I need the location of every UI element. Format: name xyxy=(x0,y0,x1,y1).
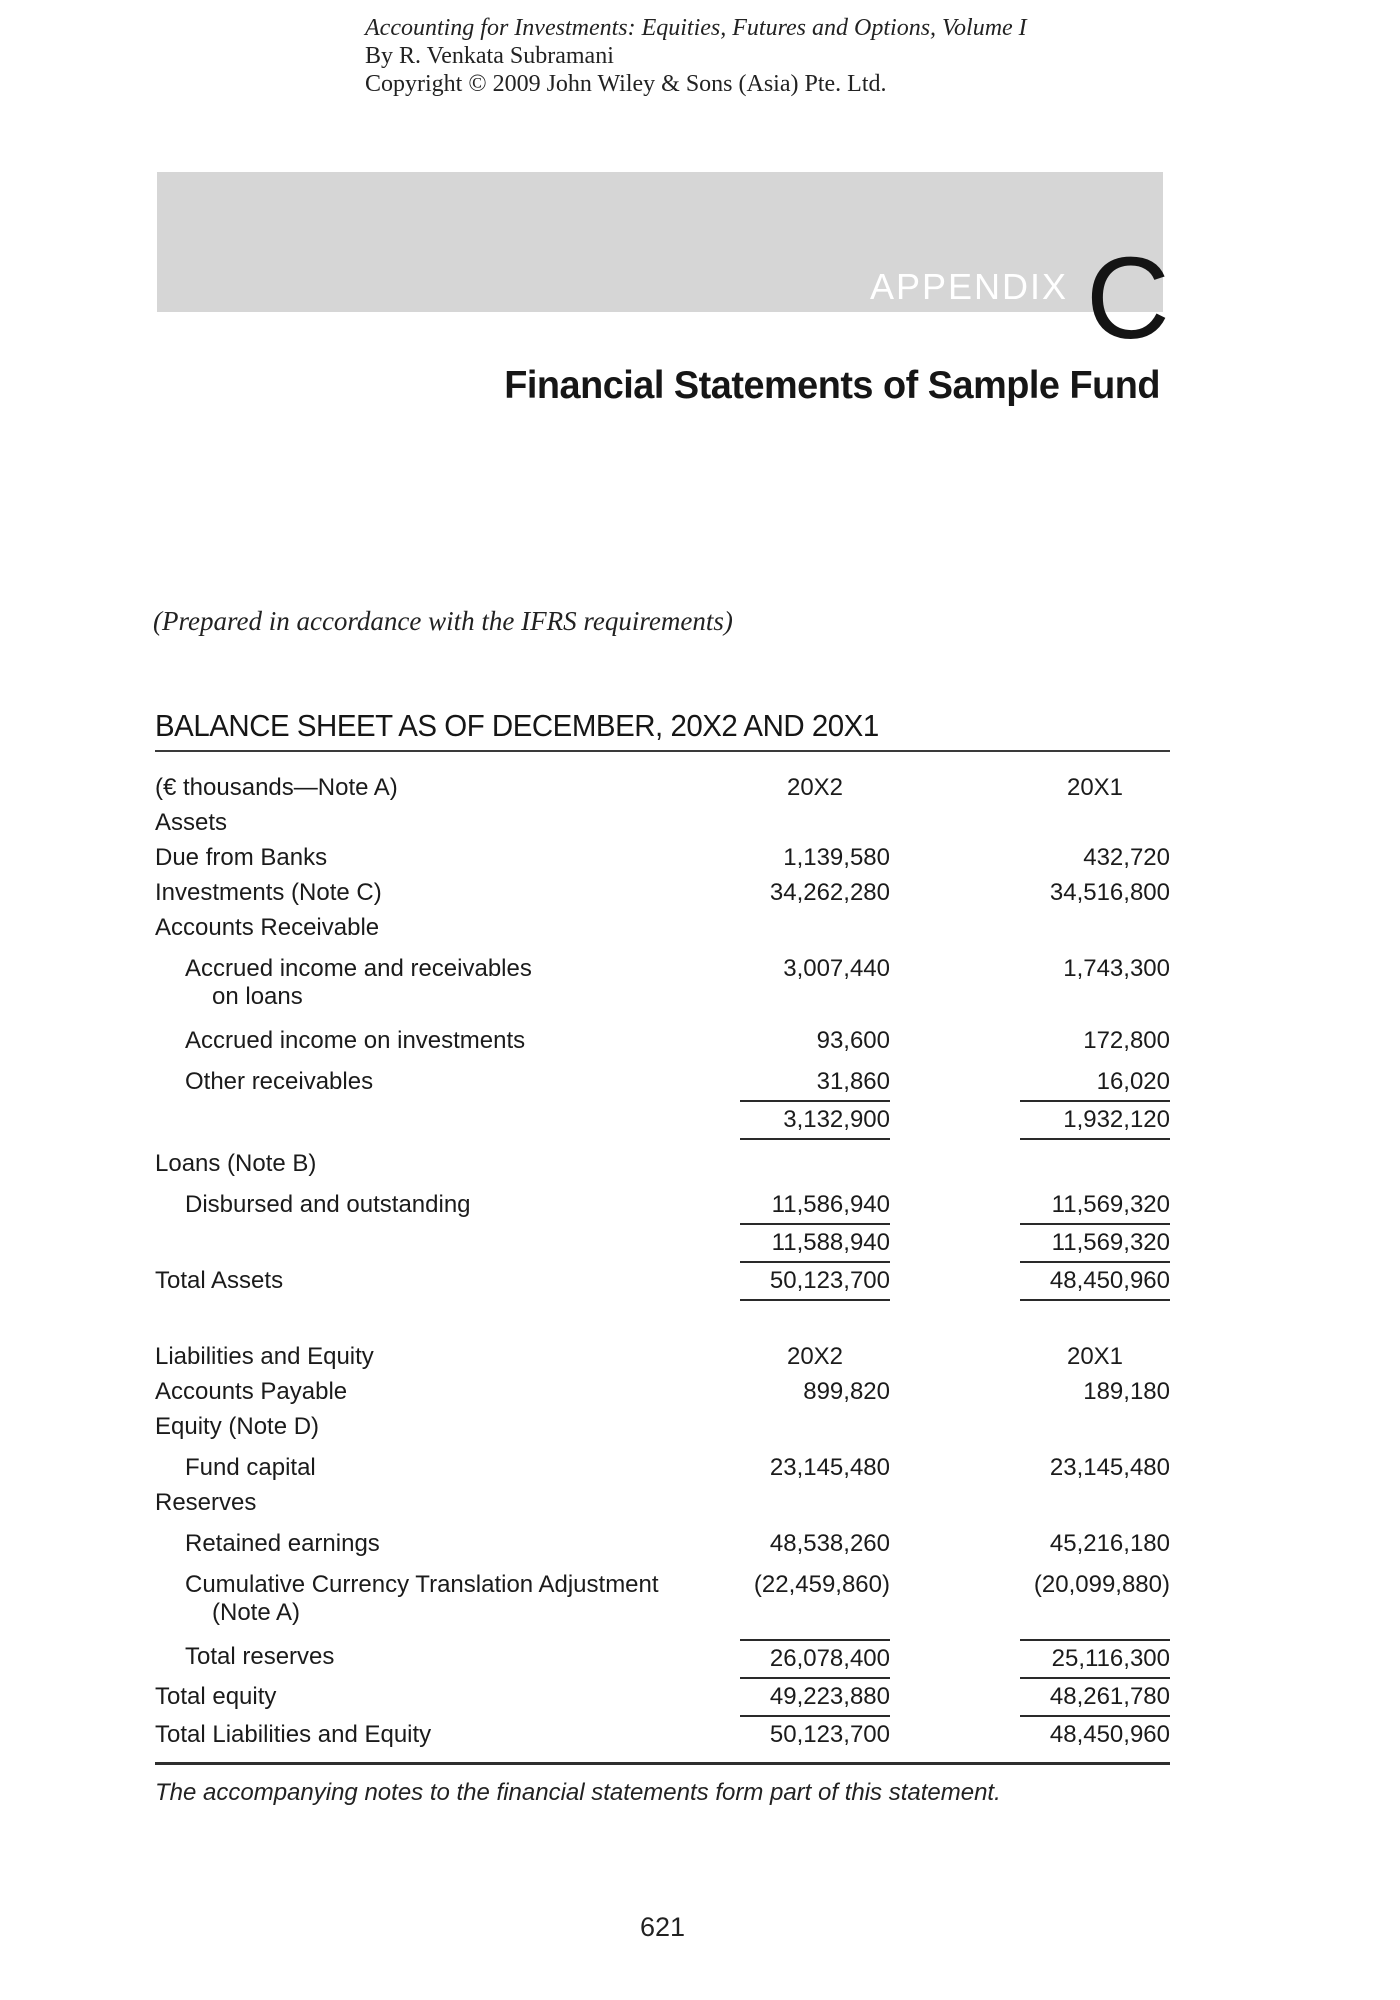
value-20x2-cell: 50,123,700 xyxy=(740,1263,890,1301)
table-footnote: The accompanying notes to the financial statements form part of this statement. xyxy=(155,1779,1001,1806)
row-label-line2: (Note A) xyxy=(212,1599,301,1626)
value-20x1-cell: 1,743,300 xyxy=(1063,955,1170,982)
table-row xyxy=(155,1374,1170,1409)
row-label xyxy=(155,1679,740,1711)
row-label-line1: Total Assets xyxy=(155,1267,284,1294)
table-row xyxy=(155,805,1170,840)
value-20x1-cell: 432,720 xyxy=(1083,844,1170,871)
row-label-line1: Due from Banks xyxy=(155,844,328,871)
row-label-line1: Equity (Note D) xyxy=(155,1413,320,1440)
value-20x2-cell: (22,459,860) xyxy=(753,1571,890,1598)
table-row xyxy=(155,1526,1170,1561)
table-row xyxy=(155,1146,1170,1181)
value-20x1-cell: 11,569,320 xyxy=(1020,1225,1170,1263)
row-label xyxy=(155,1639,740,1671)
row-label-line1: Liabilities and Equity xyxy=(155,1343,374,1370)
row-label xyxy=(155,1023,740,1055)
table-row xyxy=(155,951,1170,1017)
chapter-title: Financial Statements of Sample Fund xyxy=(504,364,1160,407)
row-label-line1: Accounts Receivable xyxy=(155,914,380,941)
value-20x1-cell: 23,145,480 xyxy=(1049,1454,1170,1481)
value-20x1-cell: 45,216,180 xyxy=(1049,1530,1170,1557)
value-20x1-cell: 189,180 xyxy=(1083,1378,1170,1405)
section-label xyxy=(155,1409,740,1441)
value-20x2-cell: 11,586,940 xyxy=(740,1187,890,1225)
row-label xyxy=(155,875,740,907)
table-row xyxy=(155,1485,1170,1520)
row-label-line1: Accounts Payable xyxy=(155,1378,348,1405)
value-20x1-cell: 172,800 xyxy=(1083,1027,1170,1054)
row-label xyxy=(155,1450,740,1482)
table-row xyxy=(155,1717,1170,1752)
value-20x1-cell: 25,116,300 xyxy=(1020,1639,1170,1679)
table-row xyxy=(155,1567,1170,1633)
value-20x2-cell: 31,860 xyxy=(740,1064,890,1102)
row-label xyxy=(155,840,740,872)
book-copyright: Copyright © 2009 John Wiley & Sons (Asia) Pte. Ltd. xyxy=(365,71,887,97)
appendix-letter: C xyxy=(1086,233,1170,363)
row-label-line1: Fund capital xyxy=(185,1454,316,1481)
value-20x1-cell: 34,516,800 xyxy=(1049,879,1170,906)
value-20x2-cell: 23,145,480 xyxy=(769,1454,890,1481)
row-label-line1: Assets xyxy=(155,809,228,836)
section-label xyxy=(155,1146,740,1178)
value-20x1-cell: 48,261,780 xyxy=(1020,1679,1170,1717)
row-label xyxy=(155,951,740,1011)
book-author: By R. Venkata Subramani xyxy=(365,43,614,69)
row-label-line1: Total reserves xyxy=(185,1643,335,1670)
row-label-line1: Loans (Note B) xyxy=(155,1150,317,1177)
value-20x2-cell: 49,223,880 xyxy=(740,1679,890,1717)
appendix-banner xyxy=(157,172,1163,312)
row-label xyxy=(155,1225,740,1229)
table-bottom-rule xyxy=(155,1762,1170,1765)
prepared-note: (Prepared in accordance with the IFRS requirements) xyxy=(153,606,733,636)
value-20x1-cell: 1,932,120 xyxy=(1020,1102,1170,1140)
value-20x1-cell: 48,450,960 xyxy=(1020,1263,1170,1301)
row-label-line1: Disbursed and outstanding xyxy=(185,1191,471,1218)
row-label-line1: Accrued income and receivables xyxy=(185,955,532,982)
row-label-line1: Total equity xyxy=(155,1683,277,1710)
section-label xyxy=(155,910,740,942)
row-label xyxy=(155,1339,740,1371)
column-header-20x2: 20X2 xyxy=(786,1343,844,1370)
row-label xyxy=(155,1717,740,1749)
row-label-line1: (€ thousands—Note A) xyxy=(155,774,398,801)
value-20x2-cell: 11,588,940 xyxy=(740,1225,890,1263)
table-row xyxy=(155,1187,1170,1225)
value-20x2-cell: 26,078,400 xyxy=(740,1639,890,1679)
row-label xyxy=(155,1102,740,1106)
table-row xyxy=(155,1102,1170,1140)
row-label xyxy=(155,1374,740,1406)
table-row xyxy=(155,910,1170,945)
value-20x1-cell: 16,020 xyxy=(1020,1064,1170,1102)
table-row xyxy=(155,770,1170,805)
table-row xyxy=(155,1064,1170,1102)
row-label-line1: Retained earnings xyxy=(185,1530,380,1557)
value-20x2-cell: 1,139,580 xyxy=(783,844,890,871)
row-label-line1: Investments (Note C) xyxy=(155,879,382,906)
table-row xyxy=(155,1263,1170,1301)
table-row xyxy=(155,875,1170,910)
table-body xyxy=(155,770,1170,1752)
row-label xyxy=(155,1526,740,1558)
table-row xyxy=(155,1409,1170,1444)
section-label xyxy=(155,1485,740,1517)
value-20x2-cell: 34,262,280 xyxy=(769,879,890,906)
row-label xyxy=(155,1567,740,1627)
table-row xyxy=(155,1339,1170,1374)
row-label-line1: Reserves xyxy=(155,1489,257,1516)
value-20x1-cell: 48,450,960 xyxy=(1049,1721,1170,1748)
table-row xyxy=(155,1679,1170,1717)
table-row xyxy=(155,1023,1170,1058)
table-row xyxy=(155,1450,1170,1485)
table-row xyxy=(155,840,1170,875)
row-label-line1: Cumulative Currency Translation Adjustment xyxy=(185,1571,659,1598)
column-header-20x1: 20X1 xyxy=(1066,1343,1124,1370)
row-label-line1: Total Liabilities and Equity xyxy=(155,1721,432,1748)
row-label xyxy=(155,1064,740,1096)
balance-sheet-table xyxy=(155,770,1170,1807)
value-20x2-cell: 3,007,440 xyxy=(783,955,890,982)
value-20x1-cell: 11,569,320 xyxy=(1020,1187,1170,1225)
row-label-line1: Accrued income on investments xyxy=(185,1027,526,1054)
value-20x2-cell: 48,538,260 xyxy=(769,1530,890,1557)
value-20x1-cell: (20,099,880) xyxy=(1033,1571,1170,1598)
value-20x2-cell: 3,132,900 xyxy=(740,1102,890,1140)
row-label xyxy=(155,1187,740,1219)
book-title: Accounting for Investments: Equities, Futures and Options, Volume I xyxy=(365,15,1027,41)
appendix-label: APPENDIX xyxy=(869,266,1068,307)
table-row xyxy=(155,1639,1170,1679)
balance-sheet-heading: BALANCE SHEET AS OF DECEMBER, 20X2 AND 20X1 xyxy=(155,708,879,743)
heading-rule xyxy=(155,750,1170,752)
book-credit-block xyxy=(365,14,1027,98)
column-header-20x1: 20X1 xyxy=(1066,774,1124,801)
page-number: 621 xyxy=(639,1912,686,1942)
value-20x2-cell: 50,123,700 xyxy=(769,1721,890,1748)
row-label xyxy=(155,770,740,802)
value-20x2-cell: 93,600 xyxy=(816,1027,890,1054)
column-header-20x2: 20X2 xyxy=(786,774,844,801)
row-label-line1: Other receivables xyxy=(185,1068,374,1095)
table-row xyxy=(155,1225,1170,1263)
value-20x2-cell: 899,820 xyxy=(803,1378,890,1405)
section-label xyxy=(155,805,740,837)
row-label xyxy=(155,1263,740,1295)
row-label-line2: on loans xyxy=(212,983,303,1010)
